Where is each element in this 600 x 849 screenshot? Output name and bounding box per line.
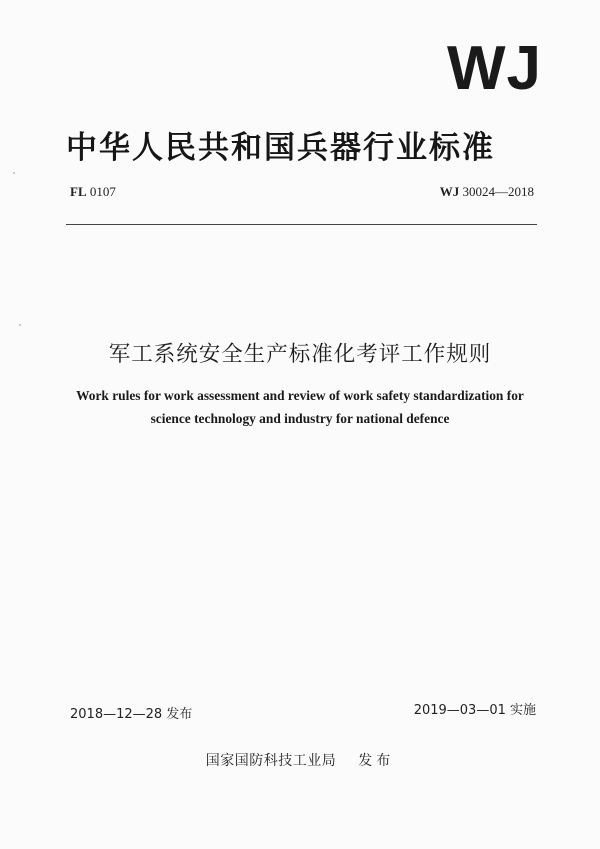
classification-number: 0107 [89, 184, 116, 199]
scan-speck [19, 324, 21, 326]
implementation-date: 2019—03—01 实施 [413, 703, 536, 718]
english-title-line-2: science technology and industry for national defence [150, 411, 450, 426]
issue-date: 2018—12—28 发布 [70, 707, 193, 722]
standard-number: 30024—2018 [462, 184, 534, 199]
standard-prefix: WJ [439, 184, 460, 199]
issuer-verb: 发布 [358, 753, 395, 769]
standard-category-title: 中华人民共和国兵器行业标准 [66, 130, 495, 166]
document-title-english [40, 384, 560, 430]
classification-code [70, 184, 116, 200]
document-title-chinese: 军工系统安全生产标准化考评工作规则 [108, 342, 492, 367]
standard-code [440, 184, 534, 200]
english-title-line-1: Work rules for work assessment and review of work safety standardization for [76, 388, 524, 403]
issuing-authority [0, 750, 600, 770]
standard-logo: WJ [447, 34, 542, 103]
issuer-name: 国家国防科技工业局 [205, 753, 337, 769]
scan-speck [13, 172, 15, 174]
header-divider [66, 224, 537, 225]
classification-prefix: FL [70, 184, 87, 199]
